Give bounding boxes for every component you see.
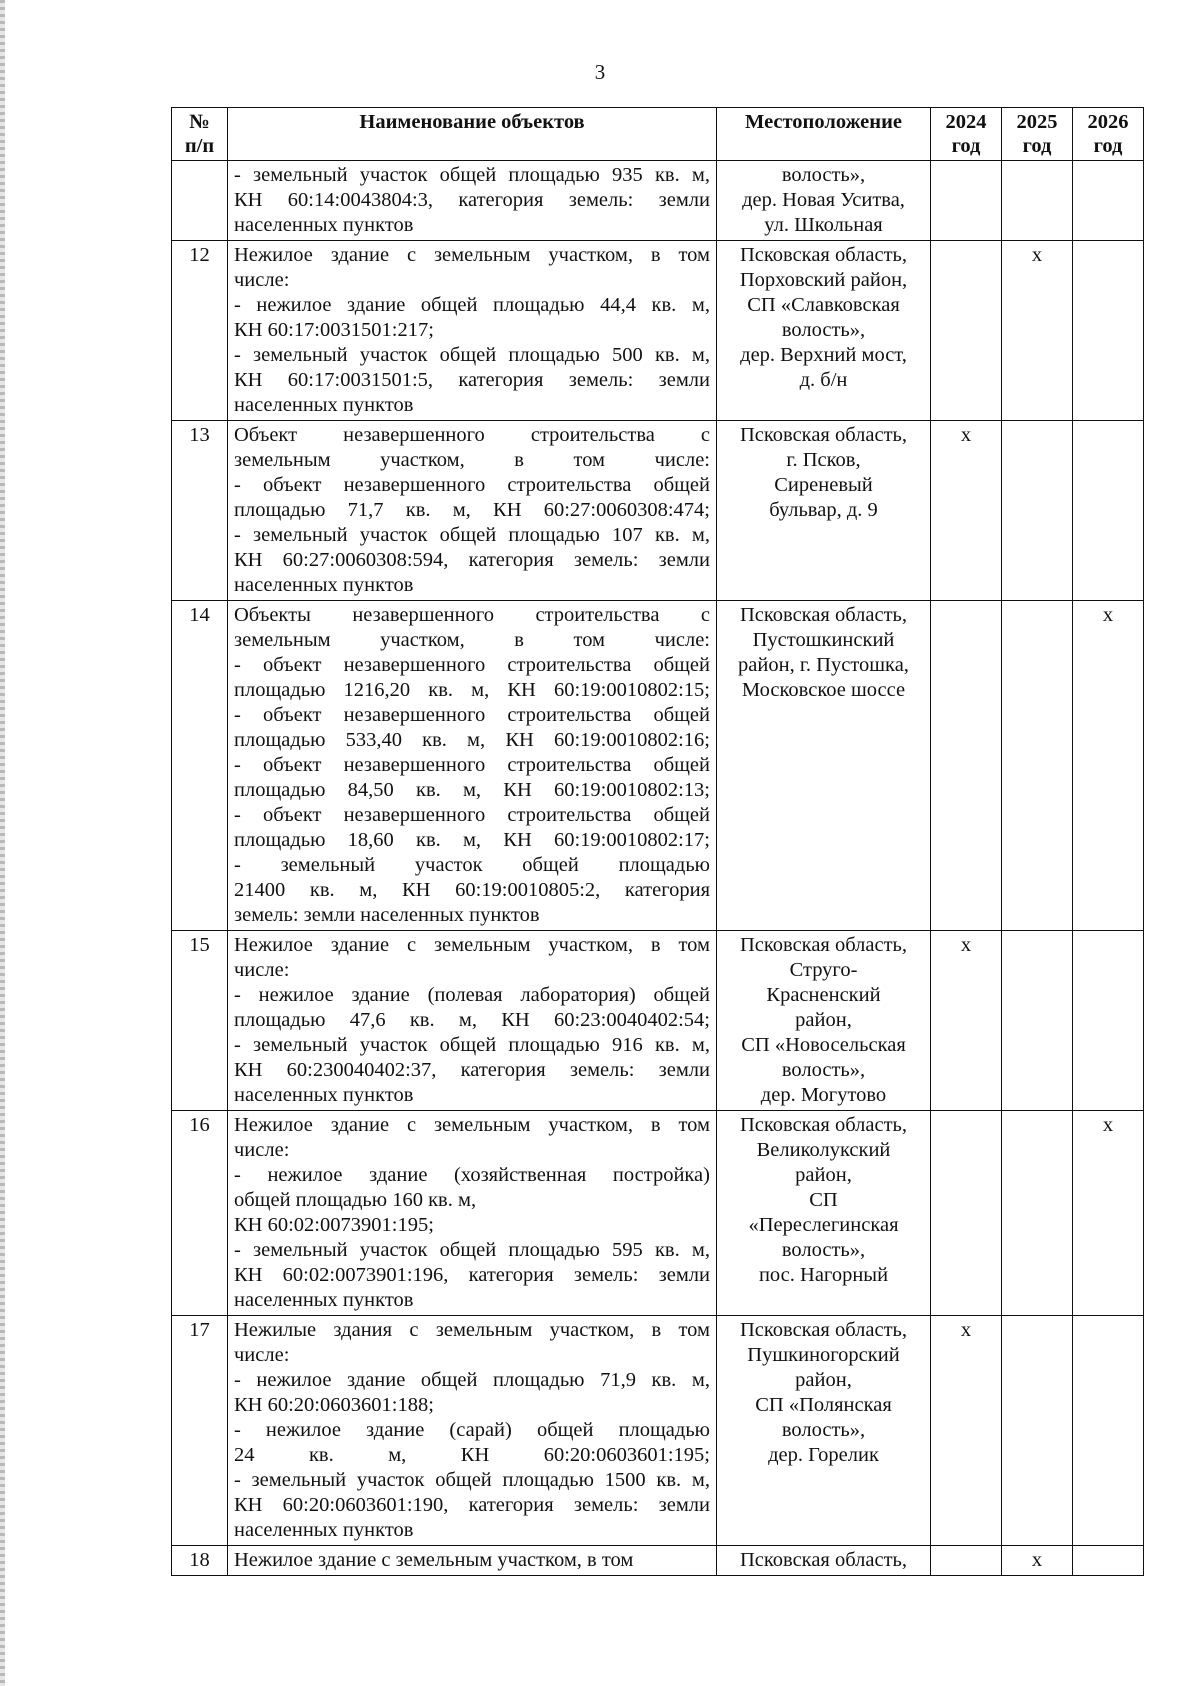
table-row	[172, 931, 1144, 1111]
location-line: СП «Новосельская	[741, 1034, 906, 1056]
mark-2024: x	[931, 1316, 1002, 1546]
object-name-cell	[228, 241, 717, 421]
mark-2025	[1002, 931, 1073, 1111]
header-year-2024: 2024 год	[931, 108, 1002, 161]
table-row	[172, 161, 1144, 241]
object-name-line: - нежилое здание общей площадью 44,4 кв. м,	[234, 294, 710, 316]
object-name-line: - нежилое здание (полевая лаборатория) общей	[234, 984, 710, 1006]
location-cell	[717, 1111, 931, 1316]
object-name-cell	[228, 601, 717, 931]
mark-2024	[931, 1111, 1002, 1316]
page-number: 3	[594, 60, 606, 84]
location-line: район, г. Пустошка,	[738, 654, 909, 676]
object-name-line: - земельный участок общей площадью 595 кв. м,	[234, 1239, 710, 1261]
header-year-2026: 2026 год	[1073, 108, 1144, 161]
mark-2025: x	[1002, 241, 1073, 421]
object-name-line: - объект незавершенного строительства общей	[234, 754, 710, 776]
object-name-cell	[228, 1546, 717, 1576]
location-line: Порховский район,	[739, 269, 908, 291]
object-name-line: - объект незавершенного строительства общей	[234, 804, 710, 826]
table-row	[172, 241, 1144, 421]
location-line: Псковская область,	[739, 1549, 908, 1571]
object-name-line: населенных пунктов	[234, 574, 414, 596]
location-line: Псковская область,	[739, 604, 908, 626]
object-name-line: населенных пунктов	[234, 1084, 414, 1106]
row-number: 18	[172, 1546, 228, 1576]
object-name-cell	[228, 931, 717, 1111]
object-name-line: населенных пунктов	[234, 1519, 414, 1541]
table-body	[172, 161, 1144, 1576]
object-name-line: земельным участком, в том числе:	[234, 629, 710, 651]
mark-2026	[1073, 241, 1144, 421]
header-name: Наименование объектов	[228, 108, 717, 161]
object-name-line: - объект незавершенного строительства общей	[234, 474, 710, 496]
mark-2024	[931, 601, 1002, 931]
location-line: бульвар, д. 9	[769, 499, 878, 521]
row-number: 17	[172, 1316, 228, 1546]
location-line: Псковская область,	[739, 1319, 908, 1341]
location-cell	[717, 1316, 931, 1546]
object-name-line: площадью 533,40 кв. м, КН 60:19:0010802:16;	[234, 729, 710, 751]
location-line: волость»,	[781, 1419, 866, 1441]
mark-2026	[1073, 931, 1144, 1111]
row-number: 12	[172, 241, 228, 421]
object-name-line: - нежилое здание общей площадью 71,9 кв. м,	[234, 1369, 710, 1391]
object-name-line: Нежилое здание с земельным участком, в том	[234, 1114, 710, 1136]
location-cell	[717, 241, 931, 421]
row-number: 14	[172, 601, 228, 931]
location-line: Московское шоссе	[741, 679, 906, 701]
location-cell	[717, 161, 931, 241]
object-name-line: Объекты незавершенного строительства с	[234, 604, 710, 626]
location-line: Псковская область,	[739, 1114, 908, 1136]
mark-2025	[1002, 1316, 1073, 1546]
location-line: Красненский	[766, 984, 881, 1006]
location-cell	[717, 931, 931, 1111]
table-row	[172, 601, 1144, 931]
location-line: волость»,	[781, 1239, 866, 1261]
mark-2026	[1073, 161, 1144, 241]
location-line: Псковская область,	[739, 424, 908, 446]
location-line: дер. Новая Уситва,	[742, 189, 905, 211]
object-name-line: числе:	[234, 1139, 290, 1161]
object-name-line: числе:	[234, 1344, 290, 1366]
object-name-cell	[228, 1111, 717, 1316]
location-line: Пушкиногорский	[747, 1344, 900, 1366]
row-number: 15	[172, 931, 228, 1111]
object-name-line: - земельный участок общей площадью 107 кв. м,	[234, 524, 710, 546]
scan-edge	[0, 0, 5, 1686]
object-name-line: КН 60:02:0073901:196, категория земель: земли	[234, 1264, 710, 1286]
table-row	[172, 1111, 1144, 1316]
location-line: «Переслегинская	[748, 1214, 899, 1236]
object-name-line: - объект незавершенного строительства общей	[234, 704, 710, 726]
object-name-line: общей площадью 160 кв. м,	[234, 1189, 477, 1211]
object-name-line: Объект незавершенного строительства с	[234, 424, 710, 446]
object-name-line: КН 60:20:0603601:190, категория земель: земли	[234, 1494, 710, 1516]
location-line: Великолукский	[756, 1139, 891, 1161]
location-line: Псковская область,	[739, 934, 908, 956]
location-line: дер. Горелик	[768, 1444, 879, 1466]
header-year-2025: 2025 год	[1002, 108, 1073, 161]
object-name-line: Нежилое здание с земельным участком, в том	[234, 1549, 634, 1571]
location-cell	[717, 1546, 931, 1576]
object-name-line: Нежилое здание с земельным участком, в том	[234, 934, 710, 956]
header-row	[172, 108, 1144, 161]
object-name-line: КН 60:17:0031501:217;	[234, 319, 434, 341]
location-line: район,	[795, 1369, 852, 1391]
object-name-cell	[228, 161, 717, 241]
row-number: 16	[172, 1111, 228, 1316]
object-name-line: - земельный участок общей площадью 935 кв. м,	[234, 164, 710, 186]
location-line: СП «Славковская	[747, 294, 900, 316]
table-header	[172, 108, 1144, 161]
object-name-line: площадью 1216,20 кв. м, КН 60:19:0010802:15;	[234, 679, 710, 701]
location-line: ул. Школьная	[764, 214, 883, 236]
mark-2024: x	[931, 421, 1002, 601]
object-name-line: населенных пунктов	[234, 214, 414, 236]
table-row	[172, 1546, 1144, 1576]
mark-2026	[1073, 1546, 1144, 1576]
location-line: дер. Могутово	[760, 1084, 887, 1106]
location-line: район,	[795, 1009, 852, 1031]
objects-table	[171, 107, 1144, 1576]
location-line: г. Псков,	[786, 449, 861, 471]
object-name-line: числе:	[234, 269, 290, 291]
mark-2025: x	[1002, 1546, 1073, 1576]
object-name-line: площадью 47,6 кв. м, КН 60:23:0040402:54;	[234, 1009, 710, 1031]
mark-2024	[931, 161, 1002, 241]
object-name-line: площадью 18,60 кв. м, КН 60:19:0010802:17;	[234, 829, 710, 851]
object-name-line: населенных пунктов	[234, 1289, 414, 1311]
object-name-line: - земельный участок общей площадью 1500 кв. м,	[234, 1469, 710, 1491]
object-name-line: КН 60:27:0060308:594, категория земель: земли	[234, 549, 710, 571]
object-name-line: КН 60:14:0043804:3, категория земель: земли	[234, 189, 710, 211]
object-name-line: КН 60:02:0073901:195;	[234, 1214, 434, 1236]
object-name-line: Нежилое здание с земельным участком, в том	[234, 244, 710, 266]
location-line: дер. Верхний мост,	[740, 344, 907, 366]
location-line: волость»,	[781, 319, 866, 341]
mark-2024	[931, 241, 1002, 421]
object-name-line: земель: земли населенных пунктов	[234, 904, 540, 926]
mark-2026	[1073, 421, 1144, 601]
mark-2024: x	[931, 931, 1002, 1111]
object-name-line: - земельный участок общей площадью 500 кв. м,	[234, 344, 710, 366]
object-name-line: 21400 кв. м, КН 60:19:0010805:2, категория	[234, 879, 710, 901]
object-name-cell	[228, 421, 717, 601]
object-name-line: КН 60:230040402:37, категория земель: земли	[234, 1059, 710, 1081]
object-name-line: числе:	[234, 959, 290, 981]
object-name-line: - земельный участок общей площадью	[234, 854, 710, 876]
object-name-line: Нежилые здания с земельным участком, в том	[234, 1319, 710, 1341]
location-line: Струго-	[789, 959, 858, 981]
header-num: № п/п	[172, 108, 228, 161]
mark-2026	[1073, 1316, 1144, 1546]
location-line: волость»,	[781, 1059, 866, 1081]
object-name-line: населенных пунктов	[234, 394, 414, 416]
location-cell	[717, 421, 931, 601]
location-line: Пустошкинский	[752, 629, 895, 651]
mark-2025	[1002, 161, 1073, 241]
mark-2026: x	[1073, 601, 1144, 931]
object-name-line: площадью 71,7 кв. м, КН 60:27:0060308:474;	[234, 499, 710, 521]
location-line: район,	[795, 1164, 852, 1186]
header-location: Местоположение	[717, 108, 931, 161]
location-line: Псковская область,	[739, 244, 908, 266]
mark-2025	[1002, 1111, 1073, 1316]
location-cell	[717, 601, 931, 931]
object-name-line: КН 60:20:0603601:188;	[234, 1394, 434, 1416]
object-name-line: - нежилое здание (хозяйственная постройка)	[234, 1164, 710, 1186]
mark-2025	[1002, 421, 1073, 601]
location-line: СП	[809, 1189, 838, 1211]
mark-2024	[931, 1546, 1002, 1576]
object-name-line: - земельный участок общей площадью 916 кв. м,	[234, 1034, 710, 1056]
table-row	[172, 1316, 1144, 1546]
object-name-line: 24 кв. м, КН 60:20:0603601:195;	[234, 1444, 710, 1466]
location-line: д. б/н	[799, 369, 848, 391]
object-name-line: КН 60:17:0031501:5, категория земель: земли	[234, 369, 710, 391]
object-name-line: площадью 84,50 кв. м, КН 60:19:0010802:13;	[234, 779, 710, 801]
object-name-line: - нежилое здание (сарай) общей площадью	[234, 1419, 710, 1441]
location-line: Сиреневый	[774, 474, 873, 496]
location-line: СП «Полянская	[755, 1394, 892, 1416]
location-line: волость»,	[781, 164, 866, 186]
mark-2026: x	[1073, 1111, 1144, 1316]
object-name-line: - объект незавершенного строительства общей	[234, 654, 710, 676]
object-name-line: земельным участком, в том числе:	[234, 449, 710, 471]
row-number	[172, 161, 228, 241]
table-row	[172, 421, 1144, 601]
object-name-cell	[228, 1316, 717, 1546]
row-number: 13	[172, 421, 228, 601]
mark-2025	[1002, 601, 1073, 931]
location-line: пос. Нагорный	[758, 1264, 889, 1286]
